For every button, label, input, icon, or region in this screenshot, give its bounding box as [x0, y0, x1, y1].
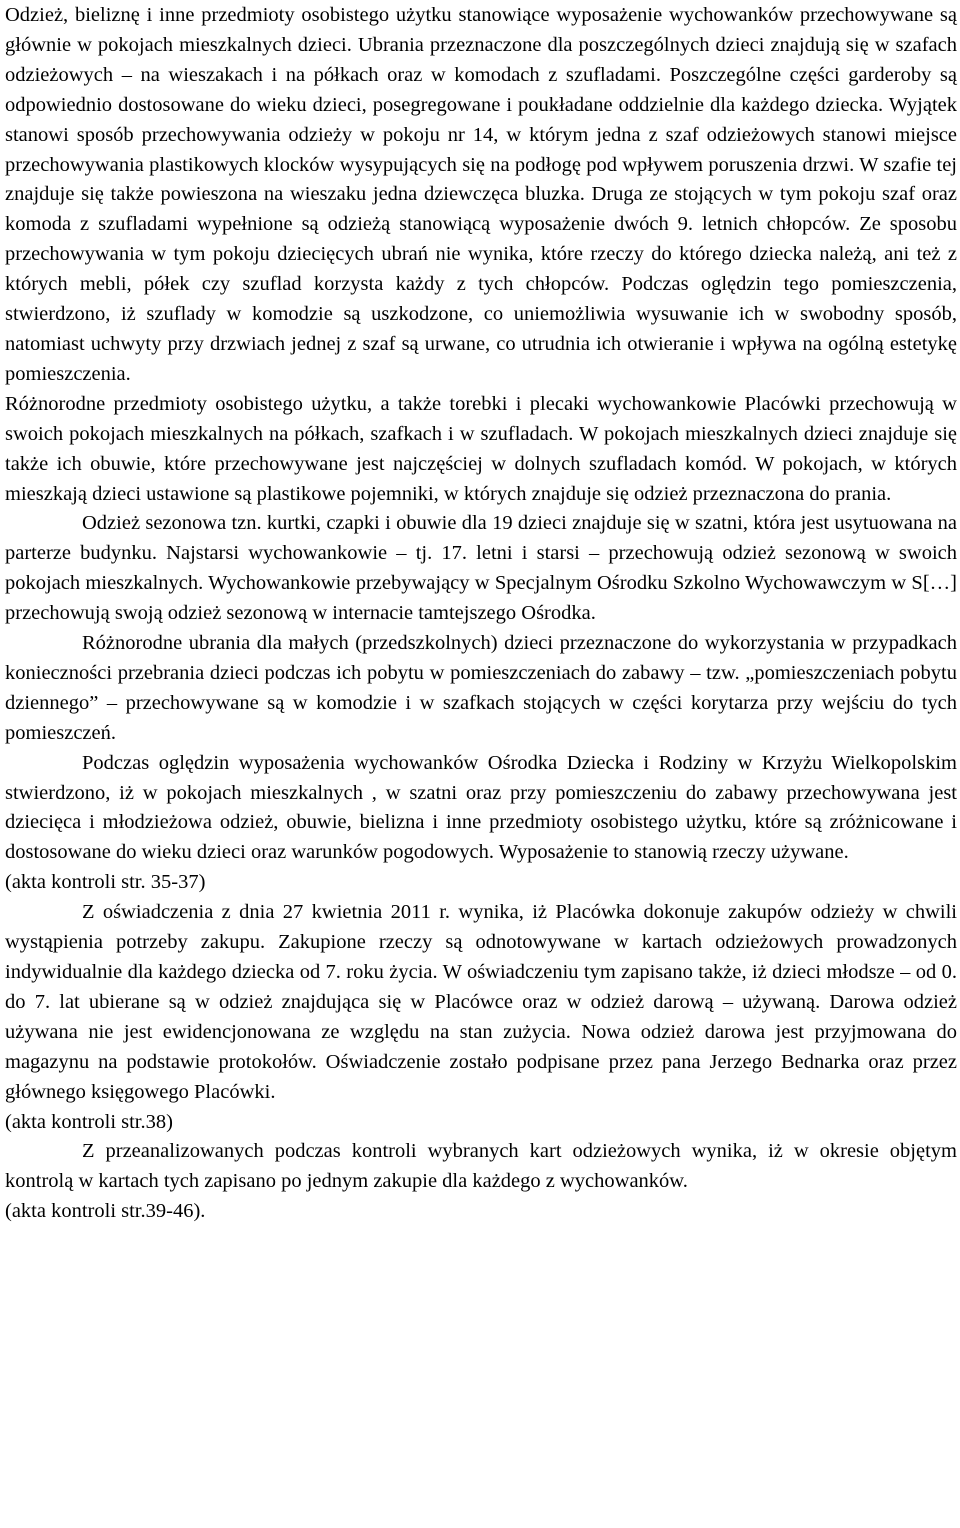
paragraph-preschool-clothing: Różnorodne ubrania dla małych (przedszkolnych) dzieci przeznaczone do wykorzystania w przypadkach konieczności przebrania dzieci podczas ich pobytu w pomieszczeniach do zabawy – tzw. „pomieszczeniach pobytu dziennego” – przechowywane są w komodzie i w szafkach stojących w części korytarza przy wejściu do tych pomieszczeń.	[5, 632, 957, 744]
paragraph-clothing-cards: Z przeanalizowanych podczas kontroli wybranych kart odzieżowych wynika, iż w okresie objętym kontrolą w kartach tych zapisano po jednym zakupie dla każdego z wychowanków.	[5, 1140, 957, 1193]
reference-note: (akta kontroli str.39-46).	[5, 1200, 206, 1223]
paragraph-seasonal-clothing: Odzież sezonowa tzn. kurtki, czapki i obuwie dla 19 dzieci znajduje się w szatni, która jest usytuowana na parterze budynku. Najstarsi wychowankowie – tj. 17. letni i starsi – przechowują odzież sezonową w swoich pokojach mieszkalnych. Wychowankowie przebywający w Specjalnym Ośrodku Szkolno Wychowawczym w S[…] przechowują swoją odzież sezonową w internacie tamtejszego Ośrodka.	[5, 512, 957, 625]
paragraph-statement: Z oświadczenia z dnia 27 kwietnia 2011 r. wynika, iż Placówka dokonuje zakupów odzieży w chwili wystąpienia potrzeby zakupu. Zakupione rzeczy są odnotowywane w kartach odzieżowych prowadzonych indywidualnie dla każdego dziecka od 7. roku życia. W oświadczeniu tym zapisano także, iż dzieci młodsze – od 0. do 7. lat ubierane są w odzież znajdująca się w Placówce oraz w odzież darową – używaną. Darowa odzież używana nie jest ewidencjonowana ze względu na stan zużycia. Nowa odzież darowa jest przyjmowana do magazynu na podstawie protokołów. Oświadczenie zostało podpisane przez pana Jerzego Bednarka oraz przez głównego księgowego Placówki.	[5, 901, 957, 1103]
reference-note: (akta kontroli str. 35-37)	[5, 871, 206, 894]
paragraph-inspection-findings: Podczas oględzin wyposażenia wychowanków Ośrodka Dziecka i Rodziny w Krzyżu Wielkopolskim stwierdzono, iż w pokojach mieszkalnych , w szatni oraz przy pomieszczeniu do zabawy przechowywana jest dziecięca i młodzieżowa odzież, obuwie, bielizna i inne przedmioty osobistego użytku, które są zróżnicowane i dostosowane do wieku dzieci oraz warunków pogodowych. Wyposażenie to stanowią rzeczy używane.	[5, 751, 957, 864]
document-page	[5, 1, 957, 1227]
reference-note: (akta kontroli str.38)	[5, 1110, 173, 1133]
paragraph-clothing-storage: Odzież, bieliznę i inne przedmioty osobistego użytku stanowiące wyposażenie wychowanków przechowywane są głównie w pokojach mieszkalnych dzieci. Ubrania przeznaczone dla poszczególnych dzieci znajdują się w szafach odzieżowych – na wieszakach i na półkach oraz w komodach z szufladami. Poszczególne części garderoby są odpowiednio dostosowane do wieku dzieci, posegregowane i poukładane oddzielnie dla każdego dziecka. Wyjątek stanowi sposób przechowywania odzieży w pokoju nr 14, w którym jedna z szaf odzieżowych stanowi miejsce przechowywania plastikowych klocków wysypujących się na podłogę pod wpływem poruszenia drzwi. W szafie tej znajduje się także powieszona na wieszaku jedna dziewczęca bluzka. Druga ze stojących w tym pokoju szaf oraz komoda z szufladami wypełnione są odzieżą stanowiącą wyposażenie dwóch 9. letnich chłopców. Ze sposobu przechowywania w tym pokoju dziecięcych ubrań nie wynika, które rzeczy do którego dziecka należą, ani też z których mebli, półek czy szuflad korzysta każdy z tych chłopców. Podczas oględzin tego pomieszczenia, stwierdzono, iż szuflady w komodzie są uszkodzone, co uniemożliwia wysuwanie ich w swobodny sposób, natomiast uchwyty przy drzwiach jednej z szaf są urwane, co utrudnia ich otwieranie i wpływa na ogólną estetykę pomieszczenia.	[5, 4, 957, 385]
paragraph-personal-items: Różnorodne przedmioty osobistego użytku, a także torebki i plecaki wychowankowie Placówki przechowują w swoich pokojach mieszkalnych na półkach, szafkach i w szufladach. W pokojach mieszkalnych dzieci znajduje się także ich obuwie, które przechowywane jest najczęściej w dolnych szufladach komód. W pokojach, w których mieszkają dzieci ustawione są plastikowe pojemniki, w których znajduje się odzież przeznaczona do prania.	[5, 392, 957, 505]
